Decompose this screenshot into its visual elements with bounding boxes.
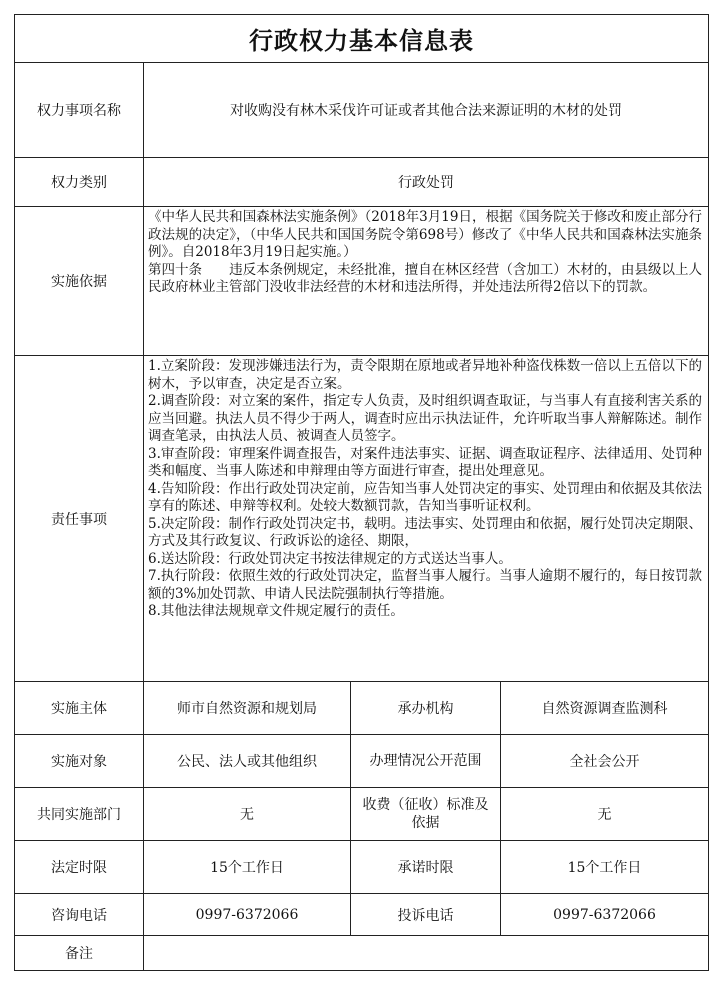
basis-paragraph: 《中华人民共和国森林法实施条例》（2018年3月19日，根据《国务院关于修改和废止部分行政法规的决定》，（中华人民共和国国务院令第698号）修改了《中华人民共和国森林法实施条例》。自2018年3月19日起实施。） [148,209,702,260]
value-fee-standard: 无 [501,788,709,841]
responsibility-text [144,356,709,682]
label-target: 实施对象 [15,735,144,788]
label-fee-standard: 收费（征收）标准及依据 [351,788,501,841]
value-remark [144,936,709,971]
responsibility-paragraph: 6.送达阶段：行政处罚决定书按法律规定的方式送达当事人。 [148,550,512,567]
info-sheet [14,14,708,971]
label-item-name: 权力事项名称 [15,63,144,158]
value-subject: 师市自然资源和规划局 [144,682,351,735]
value-promised-deadline: 15个工作日 [501,841,709,894]
responsibility-paragraph: 2.调查阶段：对立案的案件，指定专人负责，及时组织调查取证，与当事人有直接利害关系的应当回避。执法人员不得少于两人，调查时应出示执法证件，允许听取当事人辩解陈述。制作调查笔录，由执法人员、被调查人员签字。 [148,393,702,444]
value-complaint-phone: 0997-6372066 [501,894,709,936]
label-subject: 实施主体 [15,682,144,735]
label-legal-deadline: 法定时限 [15,841,144,894]
label-complaint-phone: 投诉电话 [351,894,501,936]
value-disclosure-scope: 全社会公开 [501,735,709,788]
label-category: 权力类别 [15,158,144,207]
value-target: 公民、法人或其他组织 [144,735,351,788]
value-consult-phone: 0997-6372066 [144,894,351,936]
basis-text [144,207,709,356]
value-category: 行政处罚 [144,158,709,207]
responsibility-paragraph: 7.执行阶段：依照生效的行政处罚决定，监督当事人履行。当事人逾期不履行的，每日按罚款额的3%加处罚款、申请人民法院强制执行等措施。 [148,568,702,602]
label-disclosure-scope: 办理情况公开范围 [351,735,501,788]
value-agency: 自然资源调查监测科 [501,682,709,735]
info-table [14,14,709,971]
label-responsibility: 责任事项 [15,356,144,682]
label-basis: 实施依据 [15,207,144,356]
label-agency: 承办机构 [351,682,501,735]
basis-paragraph: 第四十条 违反本条例规定，未经批准，擅自在林区经营（含加工）木材的，由县级以上人民政府林业主管部门没收非法经营的木材和违法所得，并处违法所得2倍以下的罚款。 [148,261,702,295]
value-joint-dept: 无 [144,788,351,841]
label-consult-phone: 咨询电话 [15,894,144,936]
label-remark: 备注 [15,936,144,971]
page-title: 行政权力基本信息表 [15,15,709,63]
responsibility-paragraph: 4.告知阶段：作出行政处罚决定前，应告知当事人处罚决定的事实、处罚理由和依据及其依法享有的陈述、申辩等权利。处较大数额罚款，告知当事听证权利。 [148,480,702,514]
responsibility-paragraph: 1.立案阶段：发现涉嫌违法行为，责令限期在原地或者异地补种盗伐株数一倍以上五倍以下的树木，予以审查，决定是否立案。 [148,358,702,392]
label-joint-dept: 共同实施部门 [15,788,144,841]
responsibility-paragraph: 5.决定阶段：制作行政处罚决定书，载明。违法事实、处罚理由和依据，履行处罚决定期限、方式及其行政复议、行政诉讼的途径、期限， [148,515,702,549]
value-item-name: 对收购没有林木采伐许可证或者其他合法来源证明的木材的处罚 [144,63,709,158]
responsibility-paragraph: 3.审查阶段：审理案件调查报告，对案件违法事实、证据、调查取证程序、法律适用、处罚种类和幅度、当事人陈述和申辩理由等方面进行审查，提出处理意见。 [148,445,702,479]
responsibility-paragraph: 8.其他法律法规规章文件规定履行的责任。 [148,603,404,619]
value-legal-deadline: 15个工作日 [144,841,351,894]
label-promised-deadline: 承诺时限 [351,841,501,894]
